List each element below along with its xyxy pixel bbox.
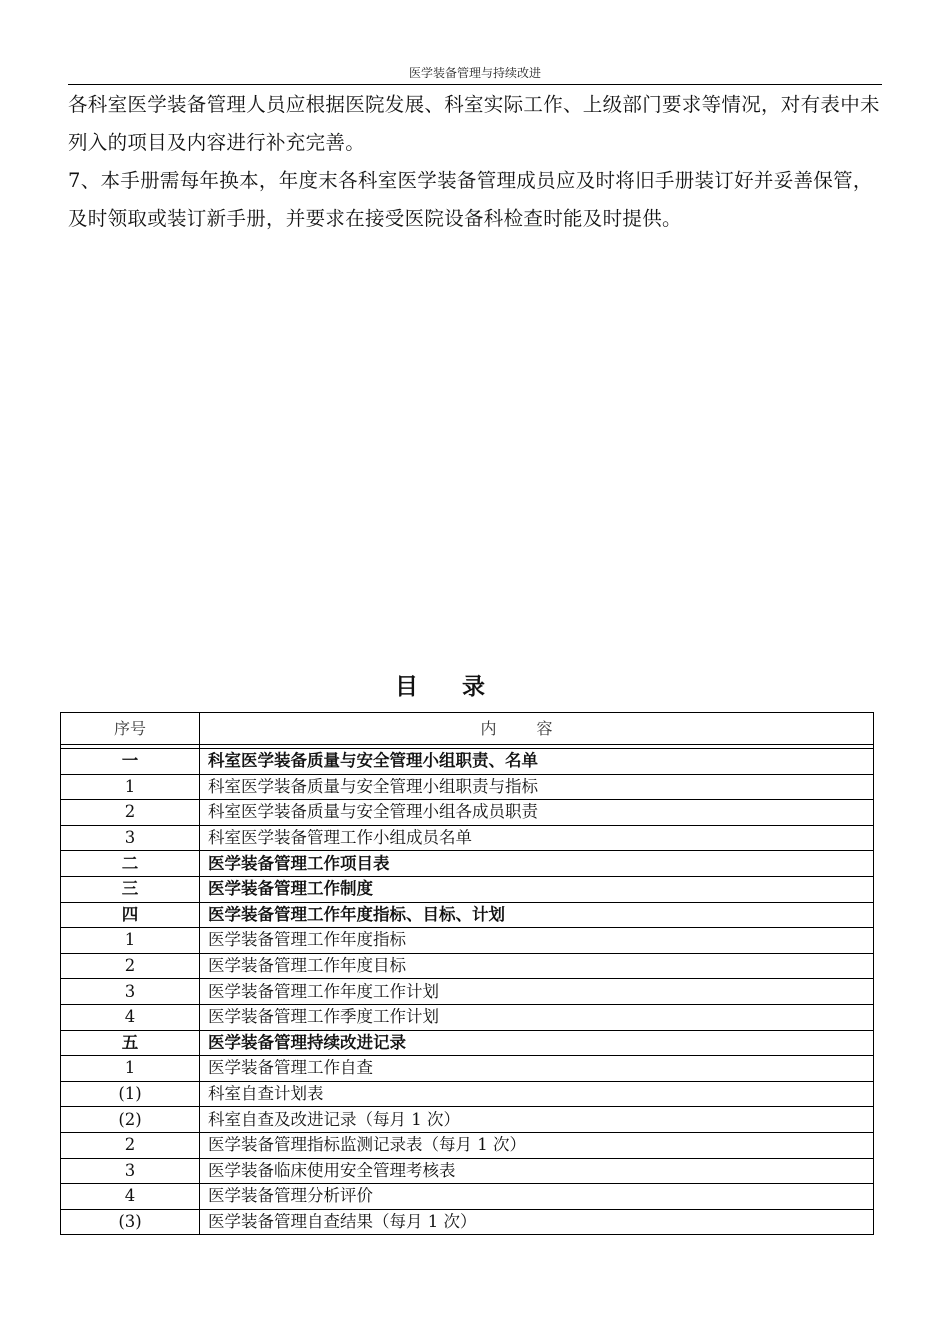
toc-row [61, 876, 874, 902]
toc-row-number: (1) [61, 1081, 200, 1107]
toc-row [61, 1158, 874, 1184]
toc-title: 目录 [395, 673, 529, 700]
toc-row [61, 1056, 874, 1082]
toc-header-row [61, 713, 874, 745]
toc-header-no: 序号 [61, 713, 200, 745]
toc-row [61, 800, 874, 826]
toc-row-content: 医学装备管理分析评价 [200, 1184, 874, 1210]
toc-row-content: 医学装备管理工作季度工作计划 [200, 1004, 874, 1030]
toc-row [61, 1209, 874, 1235]
toc-row-content: 科室自查计划表 [200, 1081, 874, 1107]
toc-row-content: 医学装备管理自查结果（每月 1 次） [200, 1209, 874, 1235]
toc-row [61, 928, 874, 954]
toc-row-number: 4 [61, 1184, 200, 1210]
toc-row-content: 医学装备管理指标监测记录表（每月 1 次） [200, 1132, 874, 1158]
toc-row [61, 953, 874, 979]
body-paragraph-1: 各科室医学装备管理人员应根据医院发展、科室实际工作、上级部门要求等情况，对有表中未列入的项目及内容进行补充完善。 [68, 93, 880, 154]
toc-row-content: 医学装备管理工作自查 [200, 1056, 874, 1082]
toc-row-number: 3 [61, 1158, 200, 1184]
toc-row-number: 1 [61, 1056, 200, 1082]
toc-row [61, 1004, 874, 1030]
toc-header-content: 内容 [200, 713, 874, 745]
toc-row-number: 五 [61, 1030, 200, 1056]
toc-row-content: 医学装备管理工作年度指标 [200, 928, 874, 954]
toc-row [61, 1030, 874, 1056]
body-paragraph-2: 7、本手册需每年换本，年度末各科室医学装备管理成员应及时将旧手册装订好并妥善保管，及时领取或装订新手册，并要求在接受医院设备科检查时能及时提供。 [68, 169, 873, 230]
toc-row [61, 851, 874, 877]
toc-row [61, 825, 874, 851]
toc-row-number: 三 [61, 876, 200, 902]
toc-row-content: 医学装备管理工作年度指标、目标、计划 [200, 902, 874, 928]
toc-row-number: 二 [61, 851, 200, 877]
toc-table [60, 712, 874, 1235]
toc-row-content: 医学装备临床使用安全管理考核表 [200, 1158, 874, 1184]
toc-row [61, 749, 874, 775]
toc-row-number: 2 [61, 953, 200, 979]
toc-row-content: 医学装备管理工作年度工作计划 [200, 979, 874, 1005]
toc-row-number: 4 [61, 1004, 200, 1030]
toc-row-number: 3 [61, 979, 200, 1005]
toc-row-content: 科室自查及改进记录（每月 1 次） [200, 1107, 874, 1133]
toc-row-content: 科室医学装备质量与安全管理小组职责、名单 [200, 749, 874, 775]
toc-row [61, 1184, 874, 1210]
toc-row [61, 1107, 874, 1133]
toc-row-content: 医学装备管理工作制度 [200, 876, 874, 902]
toc-row-number: 2 [61, 800, 200, 826]
toc-row-content: 科室医学装备质量与安全管理小组各成员职责 [200, 800, 874, 826]
toc-row-content: 医学装备管理工作年度目标 [200, 953, 874, 979]
toc-row-number: 1 [61, 928, 200, 954]
toc-row-number: 2 [61, 1132, 200, 1158]
toc-row-content: 科室医学装备质量与安全管理小组职责与指标 [200, 774, 874, 800]
toc-row [61, 774, 874, 800]
toc-row-number: 四 [61, 902, 200, 928]
toc-row-number: 1 [61, 774, 200, 800]
toc-row [61, 979, 874, 1005]
toc-row-number: 3 [61, 825, 200, 851]
toc-row-content: 医学装备管理持续改进记录 [200, 1030, 874, 1056]
toc-row-number: (3) [61, 1209, 200, 1235]
toc-row-content: 科室医学装备管理工作小组成员名单 [200, 825, 874, 851]
toc-row-number: (2) [61, 1107, 200, 1133]
toc-row [61, 1132, 874, 1158]
toc-row-number: 一 [61, 749, 200, 775]
toc-row [61, 1081, 874, 1107]
toc-row [61, 902, 874, 928]
page-header: 医学装备管理与持续改进 [68, 64, 882, 85]
toc-row-content: 医学装备管理工作项目表 [200, 851, 874, 877]
